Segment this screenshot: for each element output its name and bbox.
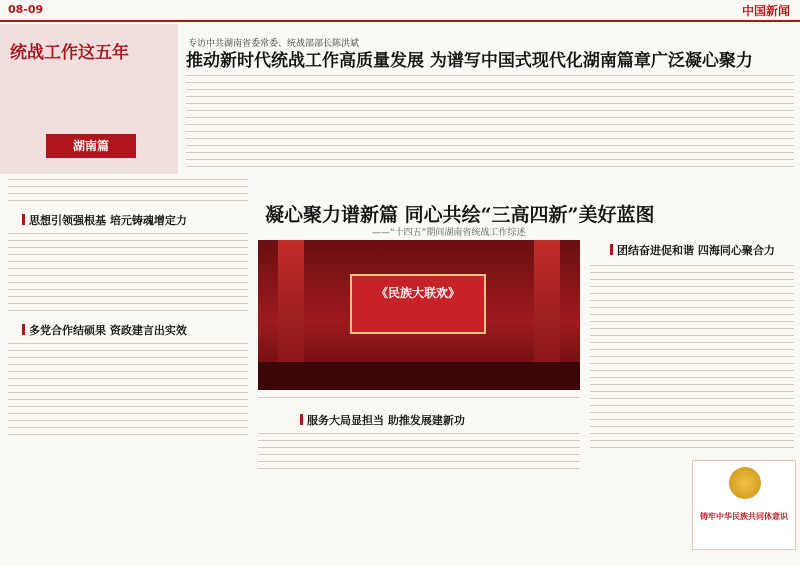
event-photo	[258, 240, 580, 390]
section-body	[8, 230, 248, 316]
section-body	[8, 340, 248, 440]
stage-floor	[258, 362, 580, 390]
lead-body-text	[186, 72, 794, 168]
lead-kicker: 专访中共湖南省委常委、统战部部长陈洪斌	[188, 39, 360, 49]
page-number: 08-09	[8, 3, 44, 16]
newspaper-logo: 中国新闻	[741, 4, 790, 18]
section-title: 服务大局显担当 助推发展建新功	[300, 412, 465, 428]
section-title: 思想引领强根基 培元铸魂增定力	[22, 212, 187, 228]
emblem-icon	[729, 467, 761, 499]
section-title: 团结奋进促和谐 四海同心聚合力	[610, 242, 775, 258]
promo-box	[692, 460, 796, 550]
lead-headline: 推动新时代统战工作高质量发展 为谱写中国式现代化湖南篇章广泛凝心聚力	[186, 51, 753, 71]
section-body	[590, 262, 794, 452]
stage-screen	[350, 274, 486, 334]
screen-title: 《民族大联欢》	[375, 286, 460, 300]
column-banner	[0, 24, 178, 174]
column-title: 统战工作这五年	[10, 43, 129, 63]
section-title: 多党合作结硕果 资政建言出实效	[22, 322, 187, 338]
region-tag: 湖南篇	[46, 134, 136, 158]
section-body	[258, 430, 580, 470]
page-header	[0, 0, 800, 22]
intro-text	[8, 176, 248, 204]
photo-caption	[258, 394, 580, 402]
feature-subtitle: ——“十四五”期间湖南省统战工作综述	[372, 228, 526, 238]
promo-title: 铸牢中华民族共同体意识	[700, 512, 788, 521]
feature-title: 凝心聚力谱新篇 同心共绘“三高四新”美好蓝图	[265, 204, 655, 226]
